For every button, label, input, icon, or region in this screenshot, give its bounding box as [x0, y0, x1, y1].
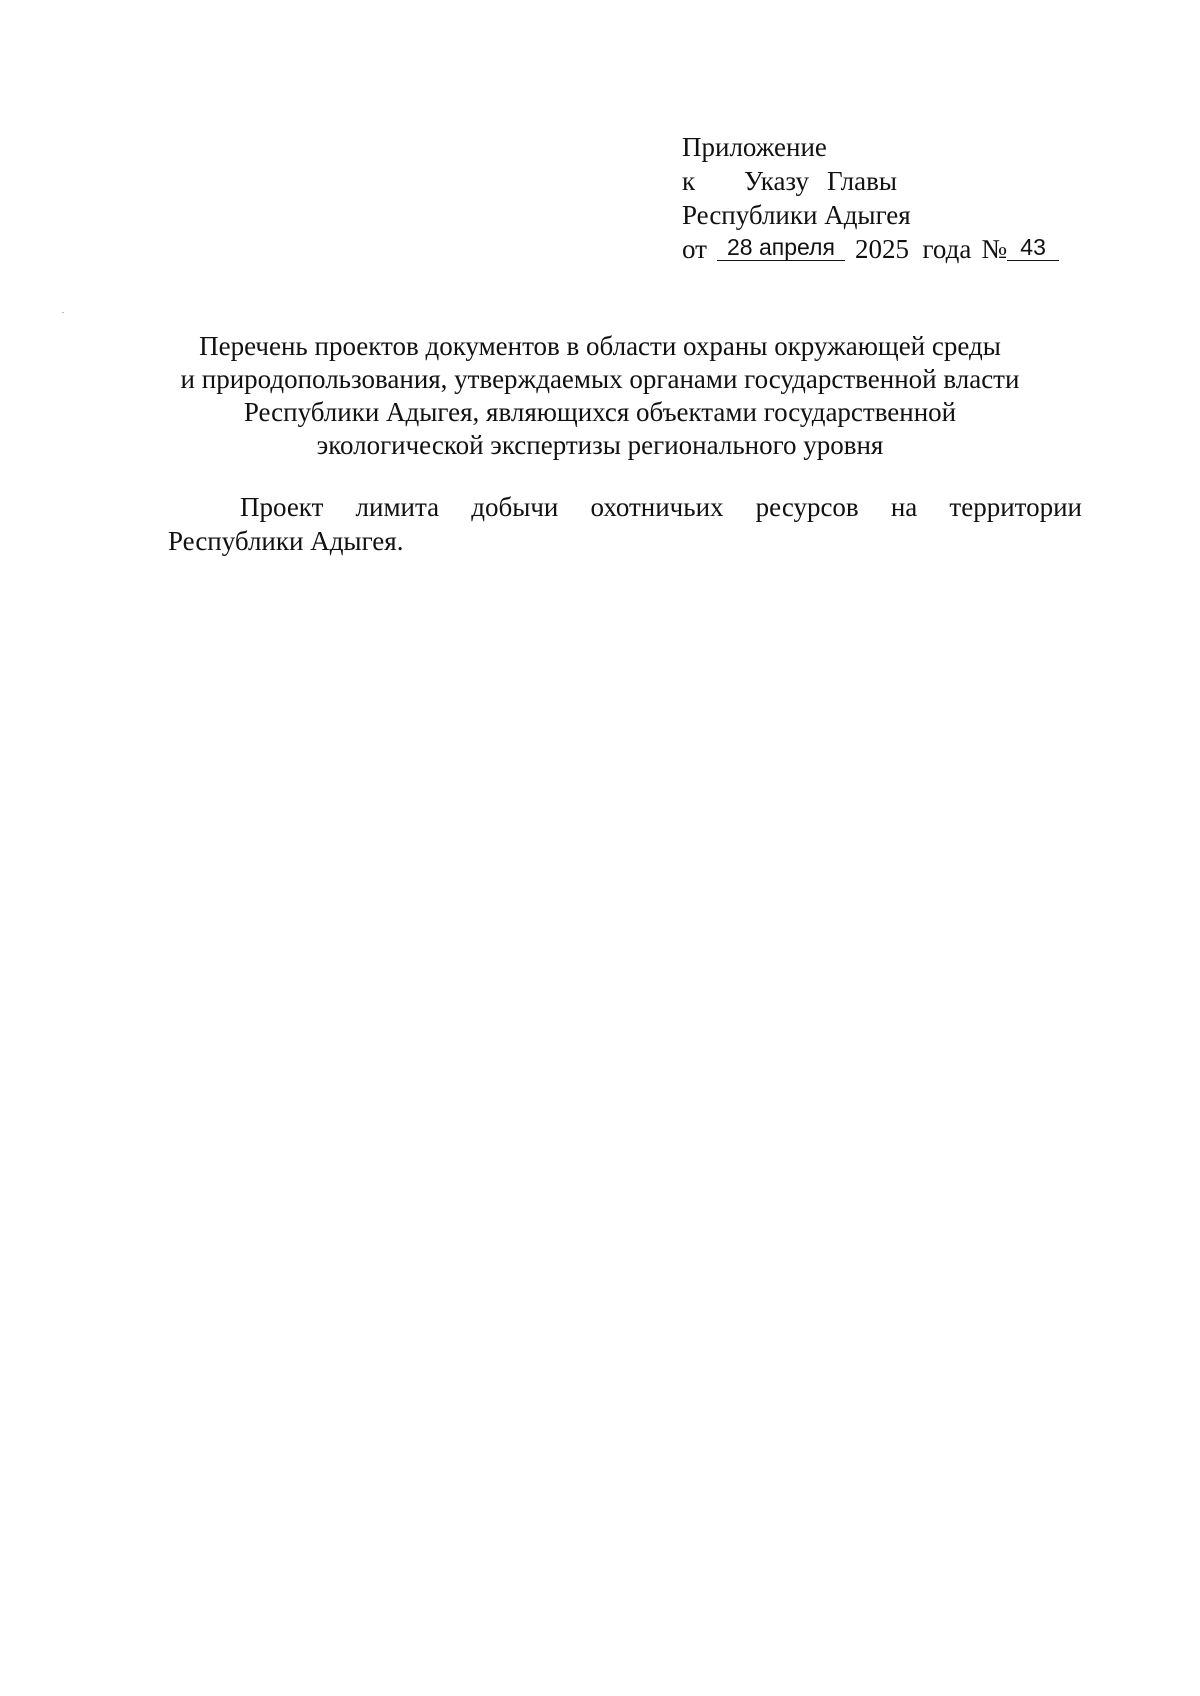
date-fill-field: 28 апреля [717, 234, 845, 261]
appendix-heading: Приложение [682, 132, 827, 162]
title-line-4: экологической экспертизы регионального уровня [316, 430, 884, 460]
body-word: на [890, 492, 918, 522]
document-title [150, 330, 1050, 462]
body-word: ресурсов [755, 492, 859, 522]
title-line-1: Перечень проектов документов в области охраны окружающей среды [199, 331, 1001, 361]
appendix-date-line [682, 232, 1082, 266]
number-sign: № [981, 234, 1008, 264]
title-line-3: Республики Адыгея, являющихся объектами государственной [243, 397, 957, 427]
appendix-decree-word: Указу [744, 166, 810, 196]
appendix-block [682, 130, 1082, 266]
body-line-2: Республики Адыгея. [168, 526, 404, 556]
body-word: лимита [355, 492, 440, 522]
body-word: Проект [240, 492, 324, 522]
body-word: территории [949, 492, 1082, 522]
body-word: охотничьих [590, 492, 724, 522]
appendix-head-word: Главы [827, 166, 897, 196]
appendix-republic: Республики Адыгея [682, 200, 911, 230]
date-prefix: от [682, 234, 707, 264]
body-line-1 [168, 490, 1082, 524]
year-text: 2025 года [854, 234, 972, 264]
body-word: добычи [471, 492, 559, 522]
appendix-decree-line [682, 164, 1082, 198]
appendix-k: к [682, 166, 696, 196]
title-line-2: и природопользования, утверждаемых органами государственной власти [180, 364, 1020, 394]
body-paragraph [168, 490, 1082, 558]
scan-speck [62, 312, 64, 313]
number-fill-field: 43 [1007, 234, 1059, 261]
